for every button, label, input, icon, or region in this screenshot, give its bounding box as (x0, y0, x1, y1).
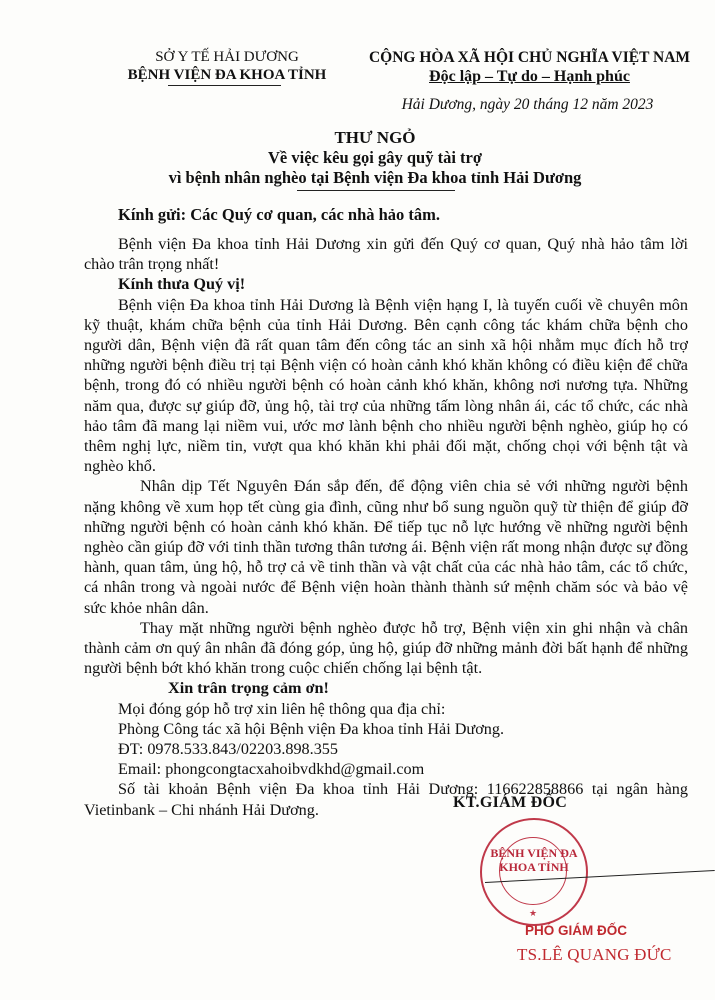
bank-account: Số tài khoản Bệnh viện Đa khoa tỉnh Hải Dương: 116622858866 tại ngân hàng Vietinbank – Chi nhánh Hải Dương. (84, 780, 688, 819)
contact-phone: ĐT: 0978.533.843/02203.898.355 (118, 740, 338, 759)
paragraph-gratitude: Thay mặt những người bệnh nghèo được hỗ trợ, Bệnh viện xin ghi nhận và chân thành cảm ơn quý ân nhân đã đóng góp, ủng hộ, giúp đỡ những mảnh đời bất hạnh để những người bệnh bớt khó khăn trong cuộc chiến chống lại bệnh tật. (84, 618, 688, 678)
national-header (352, 48, 707, 86)
salutation: Kính thưa Quý vị! (118, 275, 246, 294)
title-main: THƯ NGỎ (334, 128, 416, 147)
national-motto: Độc lập – Tự do – Hạnh phúc (429, 68, 630, 85)
paragraph-intro: Bệnh viện Đa khoa tỉnh Hải Dương xin gửi đến Quý cơ quan, Quý nhà hảo tâm lời chào trân trọng nhất! (84, 235, 688, 274)
signer-role: PHÓ GIÁM ĐỐC (525, 923, 628, 938)
department-name: SỞ Y TẾ HẢI DƯƠNG (155, 49, 299, 65)
paragraph-appeal: Nhân dịp Tết Nguyên Đán sắp đến, để động viên chia sẻ với những người bệnh nặng không về xum họp tết cùng gia đình, cũng như bổ sung nguồn quỹ từ thiện để giúp đỡ những người bệnh có hoàn cảnh khó khăn. Để tiếp tục nỗ lực hướng về những người bệnh nghèo cần giúp đỡ với tinh thần tương thân tương ái. Bệnh viện rất mong nhận được sự đồng hành, quan tâm, ủng hộ, hỗ trợ cả về tinh thần và vật chất của các nhà hảo tâm, các tổ chức, cá nhân trong và ngoài nước để Bệnh viện hoàn thành thành sứ mệnh chăm sóc và bảo vệ sức khỏe nhân dân. (84, 477, 688, 617)
stamp-text: BỆNH VIỆN ĐA KHOA TỈNH (490, 846, 578, 874)
issuer-header (112, 48, 342, 84)
letter-date: Hải Dương, ngày 20 tháng 12 năm 2023 (401, 96, 654, 113)
hospital-name: BỆNH VIỆN ĐA KHOA TỈNH (127, 67, 327, 83)
title-subject-1: Về việc kêu gọi gây quỹ tài trợ (268, 148, 482, 167)
closing-thanks: Xin trân trọng cảm ơn! (168, 679, 329, 698)
title-underline (297, 190, 455, 191)
official-stamp (480, 818, 588, 926)
greeting: Kính gửi: Các Quý cơ quan, các nhà hảo tâm. (118, 205, 441, 224)
signer-name: TS.LÊ QUANG ĐỨC (517, 945, 672, 964)
on-behalf-label: KT.GIÁM ĐỐC (453, 794, 568, 811)
letter-title (80, 128, 670, 188)
stamp-star-icon: ★ (529, 908, 538, 918)
contact-email: Email: phongcongtacxahoibvdkhd@gmail.com (118, 760, 425, 779)
header-underline (168, 85, 281, 86)
paragraph-about: Bệnh viện Đa khoa tỉnh Hải Dương là Bệnh viện hạng I, là tuyến cuối về chuyên môn kỹ thuật, khám chữa bệnh của tỉnh Hải Dương. Bên cạnh công tác khám chữa bệnh cho người dân, Bệnh viện đã rất quan tâm đến công tác an sinh xã hội nhằm mục đích hỗ trợ những người bệnh điều trị tại Bệnh viện có hoàn cảnh khó khăn không có điều kiện để chữa bệnh, trong đó có nhiều người bệnh có hoàn cảnh khó khăn, không nơi nương tựa. Những năm qua, được sự giúp đỡ, ủng hộ, tài trợ của những tấm lòng nhân ái, các tổ chức, các nhà hảo tâm đã mang lại niềm vui, ước mơ lành bệnh cho nhiều người bệnh nghèo, giúp họ có thêm nghị lực, niềm tin, vượt qua khó khăn khi phải đối mặt, chống chọi với bệnh tật và nghèo khổ. (84, 295, 688, 476)
title-subject-2: vì bệnh nhân nghèo tại Bệnh viện Đa khoa tỉnh Hải Dương (168, 168, 582, 187)
contact-intro: Mọi đóng góp hỗ trợ xin liên hệ thông qua địa chỉ: (118, 699, 446, 718)
contact-office: Phòng Công tác xã hội Bệnh viện Đa khoa tỉnh Hải Dương. (118, 719, 504, 738)
letter-body (84, 234, 688, 820)
country-name: CỘNG HÒA XÃ HỘI CHỦ NGHĨA VIỆT NAM (368, 49, 691, 66)
